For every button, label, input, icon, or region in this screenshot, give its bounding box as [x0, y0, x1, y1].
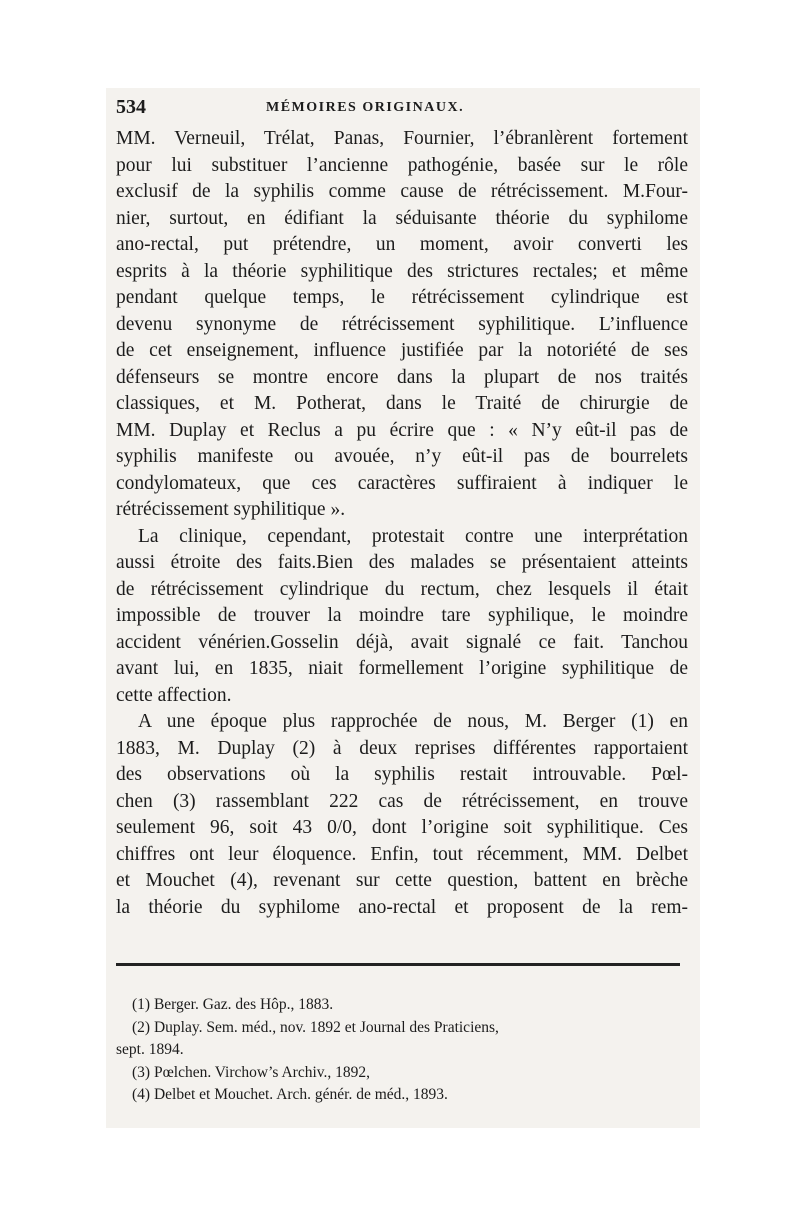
text-line: devenu synonyme de rétrécissement syphilitique. L’influence: [116, 313, 688, 335]
page-number: 534: [116, 96, 146, 118]
text-line: impossible de trouver la moindre tare syphilique, le moindre: [116, 605, 688, 626]
footnote: sept. 1894.: [116, 1041, 184, 1058]
text-line: A une époque plus rapprochée de nous, M. Berger (1) en: [138, 711, 688, 732]
text-line: esprits à la théorie syphilitique des strictures rectales; et même: [116, 260, 688, 282]
text-line: défenseurs se montre encore dans la plupart de nos traités: [116, 366, 688, 388]
text-line: aussi étroite des faits.Bien des malades se présentaient atteints: [116, 552, 688, 573]
text-line: la théorie du syphilome ano-rectal et proposent de la rem-: [116, 896, 688, 918]
text-line: pendant quelque temps, le rétrécissement cylindrique est: [116, 287, 688, 308]
text-line: MM. Duplay et Reclus a pu écrire que : « N’y eût-il pas de: [116, 419, 688, 441]
body-text: [116, 126, 688, 921]
page-header: [116, 96, 694, 126]
text-line: condylomateux, que ces caractères suffiraient à indiquer le: [116, 472, 688, 494]
text-line: syphilis manifeste ou avouée, n’y eût-il pas de bourrelets: [116, 446, 688, 467]
text-line: 1883, M. Duplay (2) à deux reprises différentes rapportaient: [116, 737, 688, 759]
text-line: classiques, et M. Potherat, dans le Traité de chirurgie de: [116, 393, 688, 414]
text-line: de rétrécissement cylindrique du rectum, chez lesquels il était: [116, 578, 688, 600]
text-line: de cet enseignement, influence justifiée par la notoriété de ses: [116, 340, 688, 361]
text-line: La clinique, cependant, protestait contre une interprétation: [138, 525, 688, 547]
text-line: avant lui, en 1835, niait formellement l’origine syphilitique de: [116, 658, 688, 679]
text-line: cette affection.: [116, 684, 232, 706]
footnote: (1) Berger. Gaz. des Hôp., 1883.: [132, 996, 334, 1013]
running-title: MÉMOIRES ORIGINAUX.: [266, 100, 465, 115]
footnote: (4) Delbet et Mouchet. Arch. génér. de méd., 1893.: [132, 1086, 448, 1103]
footnotes: [116, 994, 696, 1107]
text-line: ano-rectal, put prétendre, un moment, avoir converti les: [116, 234, 688, 255]
text-line: seulement 96, soit 43 0/0, dont l’origine soit syphilitique. Ces: [116, 817, 688, 838]
text-line: des observations où la syphilis restait introuvable. Pœl-: [116, 764, 688, 785]
text-line: rétrécissement syphilitique ».: [116, 499, 346, 520]
text-line: MM. Verneuil, Trélat, Panas, Fournier, l’ébranlèrent fortement: [116, 128, 688, 149]
footnote: (3) Pœlchen. Virchow’s Archiv., 1892,: [132, 1063, 370, 1081]
text-line: chen (3) rassemblant 222 cas de rétrécissement, en trouve: [116, 790, 688, 812]
text-line: et Mouchet (4), revenant sur cette question, battent en brèche: [116, 870, 688, 891]
text-line: pour lui substituer l’ancienne pathogénie, basée sur le rôle: [116, 154, 688, 176]
text-line: accident vénérien.Gosselin déjà, avait signalé ce fait. Tanchou: [116, 631, 688, 653]
footnote: (2) Duplay. Sem. méd., nov. 1892 et Journal des Praticiens,: [132, 1018, 499, 1036]
text-line: nier, surtout, en édifiant la séduisante théorie du syphilome: [116, 207, 688, 229]
footnote-rule: [116, 963, 680, 966]
text-line: chiffres ont leur éloquence. Enfin, tout récemment, MM. Delbet: [116, 843, 688, 865]
text-line: exclusif de la syphilis comme cause de rétrécissement. M.Four-: [116, 181, 688, 202]
